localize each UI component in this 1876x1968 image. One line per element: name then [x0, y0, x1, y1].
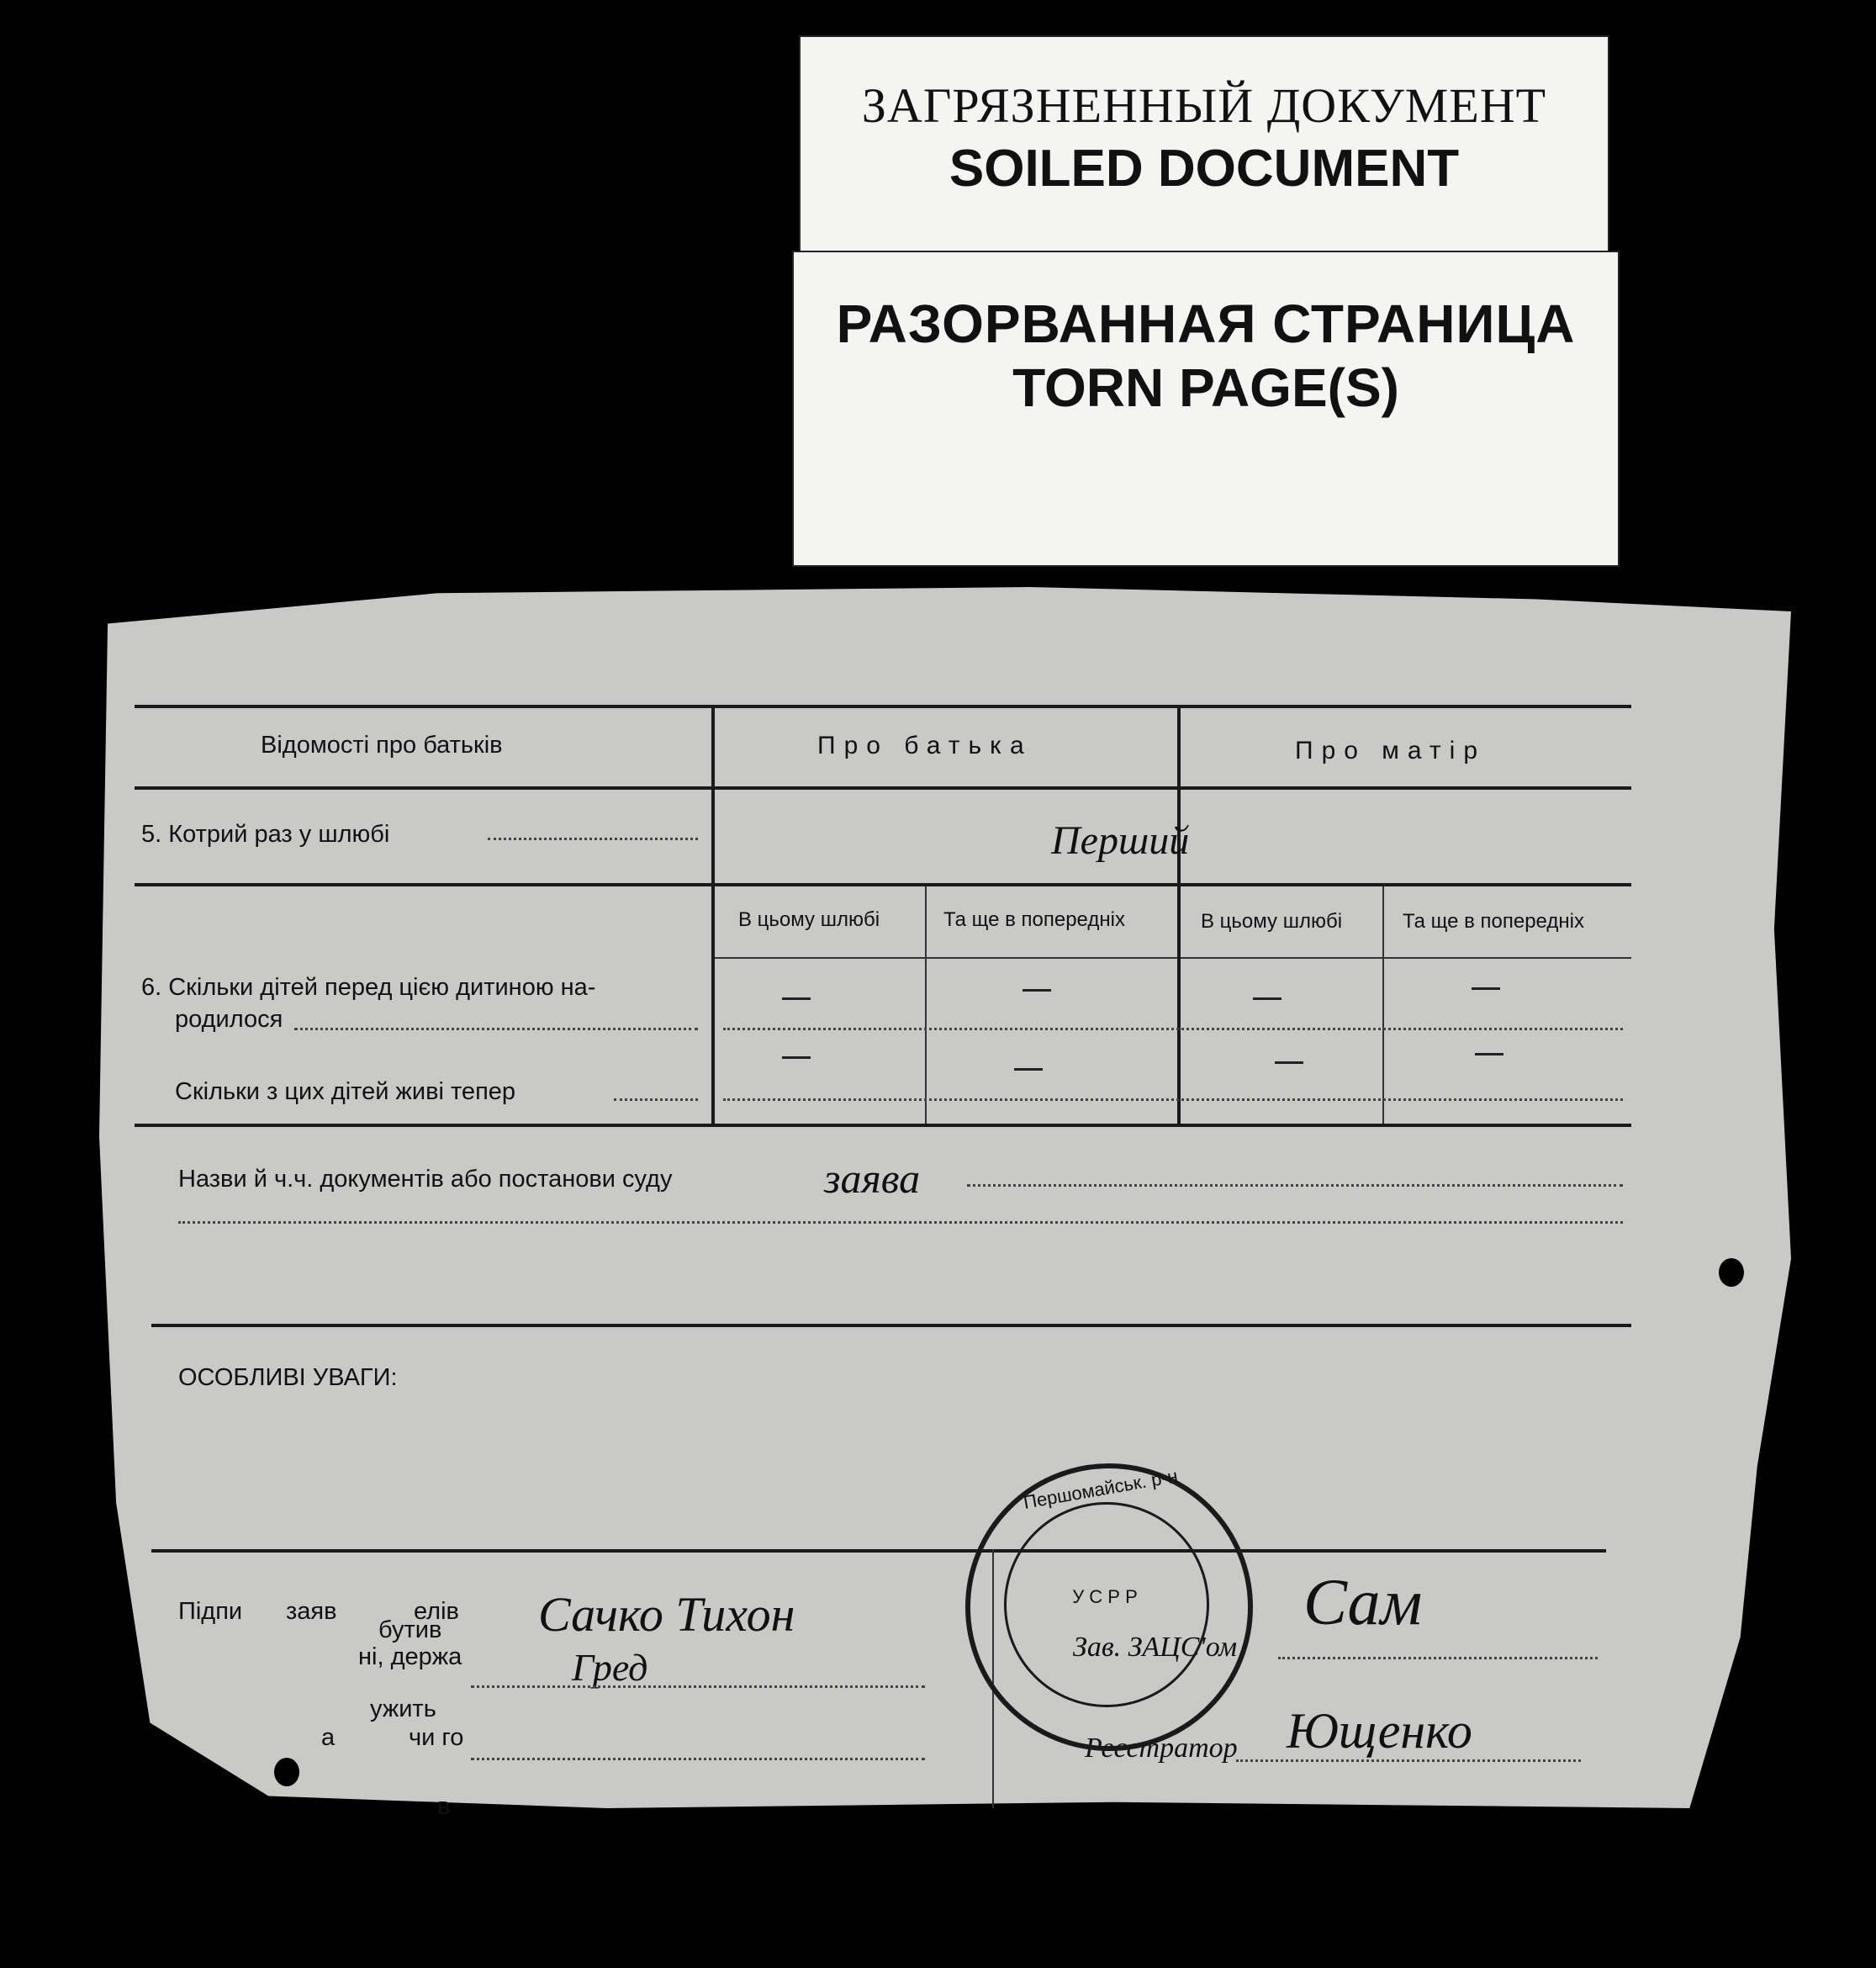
- mother-prev-born-mark: [1472, 987, 1500, 990]
- row5-bottom-rule: [135, 883, 1631, 886]
- row6-alive-cells-leader: [723, 1098, 1623, 1101]
- soiled-document-card: [801, 37, 1608, 264]
- documents-bottom-rule: [151, 1324, 1631, 1327]
- applicants-label-fragment-7: а: [321, 1724, 336, 1751]
- torn-title-en: TORN PAGE(S): [1012, 357, 1399, 418]
- applicants-label-fragment-3: елів: [414, 1598, 459, 1625]
- applicant-sig-line: [471, 1685, 925, 1688]
- applicants-label-fragment-4: бутив: [378, 1616, 442, 1643]
- applicants-label-fragment-2: заяв: [286, 1598, 337, 1625]
- row6-alive-leader: [614, 1098, 698, 1101]
- col-divider-2: [1177, 705, 1181, 1125]
- row6-label-line2: родилося: [175, 1006, 283, 1033]
- applicants-label-fragment-9: в: [437, 1793, 451, 1820]
- header-father: Про батька: [817, 732, 1033, 759]
- soiled-title-en: SOILED DOCUMENT: [949, 140, 1460, 198]
- row5-leader: [488, 838, 698, 840]
- row6-label-line1: 6. Скільки дітей перед цією дитиною на-: [141, 974, 596, 1001]
- stamp-center-text: У С Р Р: [1072, 1586, 1138, 1607]
- official-stamp: [965, 1463, 1253, 1751]
- head-label: Зав. ЗАЦС'ом: [1073, 1632, 1238, 1663]
- head-signature: Сам: [1303, 1565, 1423, 1638]
- mother-this-alive-mark: [1275, 1061, 1303, 1064]
- col-divider-mother: [1382, 886, 1384, 1124]
- father-this-alive-mark: [782, 1056, 811, 1059]
- father-prev-alive-mark: [1014, 1068, 1043, 1071]
- applicants-label-fragment-1: Підпи: [178, 1598, 243, 1625]
- subheader-father-prev: Та ще в попередніх: [943, 908, 1125, 931]
- row5-label: 5. Котрий раз у шлюбі: [141, 821, 390, 848]
- torn-page-card: [794, 252, 1618, 565]
- remarks-bottom-rule: [151, 1549, 1606, 1553]
- documents-label: Назви й ч.ч. документів або постанови суду: [178, 1166, 673, 1193]
- punch-hole-right: [1719, 1258, 1744, 1287]
- subheader-bottom-rule: [715, 957, 1631, 959]
- punch-hole-left: [274, 1758, 299, 1786]
- documents-leader-2: [178, 1221, 1623, 1224]
- row5-value: Перший: [1051, 818, 1190, 863]
- header-bottom-rule: [135, 786, 1631, 790]
- table-top-rule: [135, 705, 1631, 708]
- registrar-label: Реєстратор: [1085, 1733, 1238, 1764]
- subheader-mother-prev: Та ще в попередніх: [1403, 910, 1584, 933]
- father-this-born-mark: [782, 997, 811, 1000]
- birth-record-form: [99, 587, 1791, 1808]
- head-sig-line: [1278, 1657, 1598, 1659]
- col-divider-father: [925, 886, 927, 1124]
- registrar-signature: Ющенко: [1287, 1703, 1472, 1759]
- row6-bottom-rule: [135, 1124, 1631, 1127]
- row6-alive-label: Скільки з цих дітей живі тепер: [175, 1078, 516, 1105]
- applicants-label-fragment-5: ні, держа: [358, 1643, 462, 1670]
- subheader-father-this: В цьому шлюбі: [738, 908, 880, 931]
- stamp-ring-text: Першомайськ. р-н: [1022, 1465, 1180, 1513]
- row6-leader: [294, 1028, 698, 1030]
- documents-value: заява: [824, 1155, 921, 1202]
- header-parents-info: Відомості про батьків: [261, 732, 503, 759]
- father-prev-born-mark: [1023, 989, 1051, 992]
- mother-this-born-mark: [1253, 997, 1281, 1000]
- col-divider-1: [711, 705, 715, 1125]
- applicants-label-fragment-6: ужить: [370, 1696, 436, 1722]
- subheader-mother-this: В цьому шлюбі: [1201, 910, 1343, 933]
- mother-prev-alive-mark: [1475, 1053, 1503, 1055]
- applicant-signature-1: Сачко Тихон: [538, 1587, 795, 1642]
- remarks-label: ОСОБЛИВІ УВАГИ:: [178, 1364, 398, 1391]
- soiled-title-ru: ЗАГРЯЗНЕННЫЙ ДОКУМЕНТ: [861, 78, 1547, 133]
- applicant-signature-2: Гред: [572, 1646, 648, 1689]
- row6-cells-leader: [723, 1028, 1623, 1030]
- torn-title-ru: РАЗОРВАННАЯ СТРАНИЦА: [836, 294, 1576, 354]
- documents-leader: [967, 1184, 1623, 1187]
- applicant-sig-line-2: [471, 1758, 925, 1760]
- applicants-label-fragment-8: чи го: [409, 1724, 464, 1751]
- header-mother: Про матір: [1295, 737, 1487, 764]
